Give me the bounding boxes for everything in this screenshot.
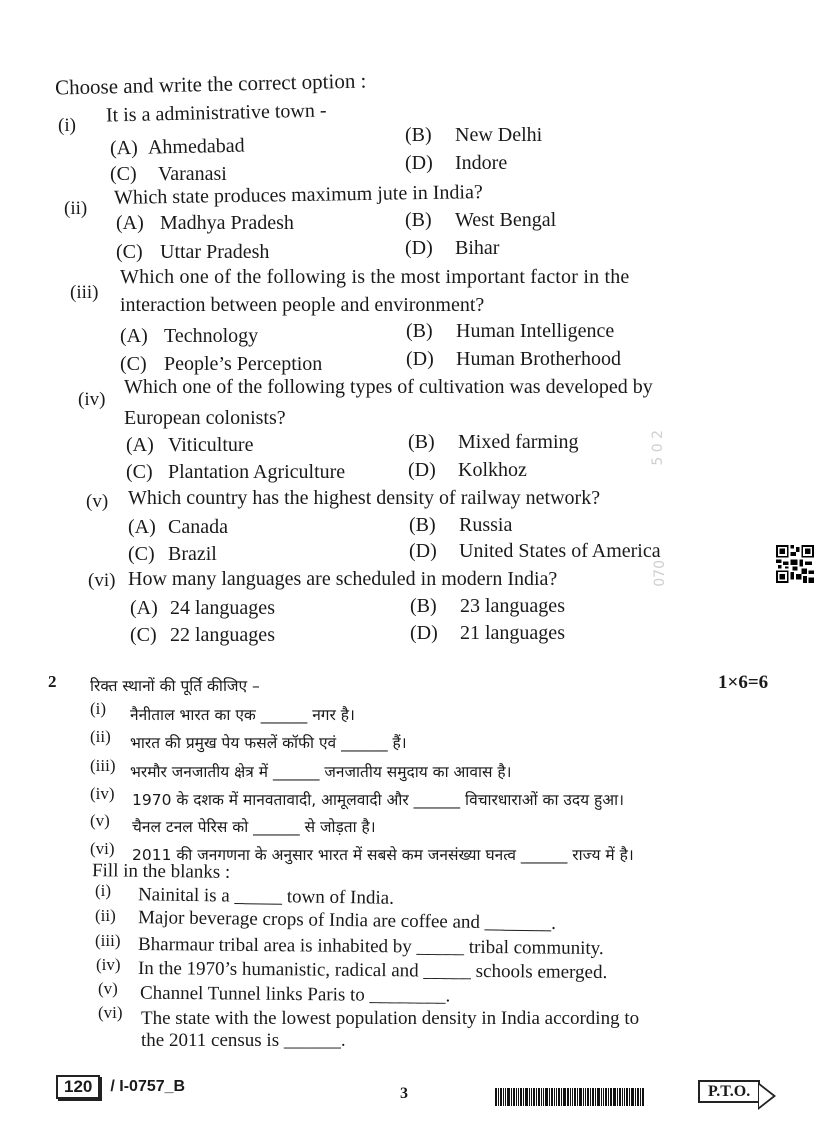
fill-blank-hindi: चैनल टनल पेरिस को ______ से जोड़ता है। — [132, 818, 376, 836]
fill-blank-english: In the 1970’s humanistic, radical and _____ schools emerged. — [137, 957, 608, 984]
fill-blank-english: Bharmaur tribal area is inhabited by _____ tribal community. — [137, 933, 604, 960]
item-number: (iv) — [96, 955, 121, 974]
option-text: 24 languages — [170, 597, 275, 619]
option-text: Uttar Pradesh — [160, 241, 270, 263]
item-number: (i) — [90, 699, 107, 718]
barcode — [495, 1088, 645, 1106]
fill-blank-english: Nainital is a _____ town of India. — [137, 884, 395, 909]
item-number: (vi) — [90, 839, 115, 858]
option-text: Plantation Agriculture — [168, 461, 346, 483]
fill-blank-hindi: भारत की प्रमुख पेय फसलें कॉफी एवं ______ हैं। — [130, 734, 407, 752]
fill-blank-english: Channel Tunnel links Paris to ________. — [139, 982, 451, 1007]
option-d — [405, 152, 507, 175]
option-b — [408, 431, 579, 454]
option-d — [409, 540, 661, 563]
option-b — [410, 595, 565, 618]
bleed-through-mark: 070 — [652, 560, 668, 587]
option-label: (A) — [120, 325, 148, 347]
option-c — [110, 163, 227, 186]
option-label: (B) — [410, 595, 437, 617]
item-number: (i) — [95, 881, 112, 900]
option-label: (D) — [406, 348, 434, 370]
option-text: New Delhi — [455, 124, 543, 146]
option-a — [120, 325, 258, 348]
section-heading-hindi: रिक्त स्थानों की पूर्ति कीजिए – — [90, 677, 260, 695]
footer-left — [56, 1075, 185, 1099]
pto-label: P.T.O. — [698, 1080, 760, 1103]
option-text: Brazil — [168, 543, 217, 565]
marks-allocation: 1×6=6 — [718, 672, 769, 693]
fill-blank-english: Major beverage crops of India are coffee and _______. — [137, 907, 557, 934]
option-text: Human Intelligence — [456, 320, 615, 342]
option-a — [128, 516, 228, 539]
option-label: (C) — [120, 353, 147, 375]
option-a — [126, 434, 253, 457]
option-label: (C) — [110, 163, 137, 185]
option-label: (A) — [116, 212, 144, 234]
section-instruction: Choose and write the correct option : — [54, 68, 367, 100]
option-text: 23 languages — [460, 595, 565, 617]
option-c — [130, 624, 275, 647]
fill-blank-hindi: 2011 की जनगणना के अनुसार भारत में सबसे कम जनसंख्या घनत्व ______ राज्य में है। — [132, 846, 634, 864]
option-label: (D) — [408, 459, 436, 481]
option-label: (A) — [128, 516, 156, 538]
item-number: (ii) — [95, 906, 116, 925]
option-label: (C) — [128, 543, 155, 565]
option-text: Viticulture — [168, 434, 254, 456]
option-text: 22 languages — [170, 624, 275, 646]
option-b — [405, 124, 542, 147]
option-label: (C) — [116, 241, 143, 263]
option-text: Kolkhoz — [458, 459, 527, 481]
option-label: (A) — [130, 597, 158, 619]
option-b — [409, 514, 512, 537]
option-label: (C) — [126, 461, 153, 483]
option-text: Ahmedabad — [147, 134, 245, 159]
option-text: Varanasi — [158, 163, 227, 185]
option-label: (D) — [410, 622, 438, 644]
bleed-through-mark: 5 0 2 — [650, 430, 666, 466]
question-text: Which one of the following is the most important factor in the — [120, 266, 630, 288]
arrow-right-icon-inner — [759, 1085, 773, 1107]
option-label: (D) — [405, 237, 433, 259]
option-text: Madhya Pradesh — [160, 212, 294, 234]
option-text: 21 languages — [460, 622, 565, 644]
paper-code: / I-0757_B — [110, 1078, 186, 1095]
fill-blank-english-continued: the 2011 census is ______. — [141, 1030, 346, 1051]
option-label: (B) — [405, 209, 432, 231]
fill-blank-hindi: 1970 के दशक में मानवतावादी, आमूलवादी और ______ विचारधाराओं का उदय हुआ। — [132, 791, 624, 809]
option-a — [130, 597, 275, 620]
option-d — [405, 237, 499, 260]
question-number: (iv) — [78, 389, 106, 410]
option-text: Indore — [455, 152, 508, 174]
option-label: (D) — [405, 152, 433, 174]
option-text: People’s Perception — [164, 353, 323, 375]
item-number: (iii) — [95, 931, 121, 950]
question-text: How many languages are scheduled in modern India? — [128, 568, 558, 590]
qr-code — [776, 545, 814, 583]
option-text: Mixed farming — [458, 431, 579, 453]
option-text: United States of America — [459, 540, 661, 562]
fill-blank-hindi: भरमौर जनजातीय क्षेत्र में ______ जनजातीय समुदाय का आवास है। — [130, 763, 512, 781]
option-c — [120, 353, 322, 376]
option-text: Russia — [459, 514, 513, 536]
option-b — [406, 320, 614, 343]
option-label: (A) — [126, 434, 154, 456]
option-label: (A) — [109, 136, 138, 160]
fill-blank-english: The state with the lowest population density in India according to — [141, 1008, 640, 1029]
option-d — [408, 459, 527, 482]
question-number: (iii) — [70, 282, 99, 303]
option-text: West Bengal — [455, 209, 557, 231]
question-number: (v) — [86, 491, 109, 512]
item-number: (vi) — [98, 1003, 123, 1022]
question-text-continued: interaction between people and environment? — [120, 294, 485, 316]
question-text: Which country has the highest density of railway network? — [128, 487, 601, 509]
option-a — [110, 135, 245, 161]
option-label: (D) — [409, 540, 437, 562]
option-c — [128, 543, 217, 566]
question-text: Which state produces maximum jute in India? — [113, 181, 483, 209]
question-text: It is a administrative town - — [105, 99, 327, 127]
fill-blank-hindi: नैनीताल भारत का एक ______ नगर है। — [130, 706, 355, 724]
option-text: Bihar — [455, 237, 500, 259]
question-number: 2 — [48, 672, 57, 691]
option-a — [116, 212, 294, 235]
paper-box-code: 120 — [56, 1075, 100, 1099]
option-text: Canada — [168, 516, 228, 538]
option-c — [126, 461, 345, 484]
item-number: (iii) — [90, 756, 116, 775]
question-number: (i) — [58, 115, 76, 136]
option-d — [406, 348, 621, 371]
option-b — [405, 209, 556, 232]
section-heading-english: Fill in the blanks : — [91, 860, 231, 883]
question-text-continued: European colonists? — [124, 407, 286, 429]
item-number: (v) — [90, 811, 110, 830]
question-number: (ii) — [64, 198, 88, 219]
item-number: (v) — [98, 979, 118, 998]
question-text: Which one of the following types of cultivation was developed by — [124, 376, 653, 398]
option-label: (C) — [130, 624, 157, 646]
pto-arrow — [698, 1083, 760, 1111]
item-number: (ii) — [90, 727, 111, 746]
option-text: Technology — [164, 325, 259, 347]
option-label: (B) — [406, 320, 433, 342]
option-label: (B) — [408, 431, 435, 453]
option-text: Human Brotherhood — [456, 348, 621, 370]
option-label: (B) — [405, 124, 432, 146]
option-d — [410, 622, 565, 645]
option-c — [116, 241, 269, 264]
page-number: 3 — [400, 1085, 408, 1102]
question-number: (vi) — [88, 570, 116, 591]
option-label: (B) — [409, 514, 436, 536]
item-number: (iv) — [90, 784, 115, 803]
